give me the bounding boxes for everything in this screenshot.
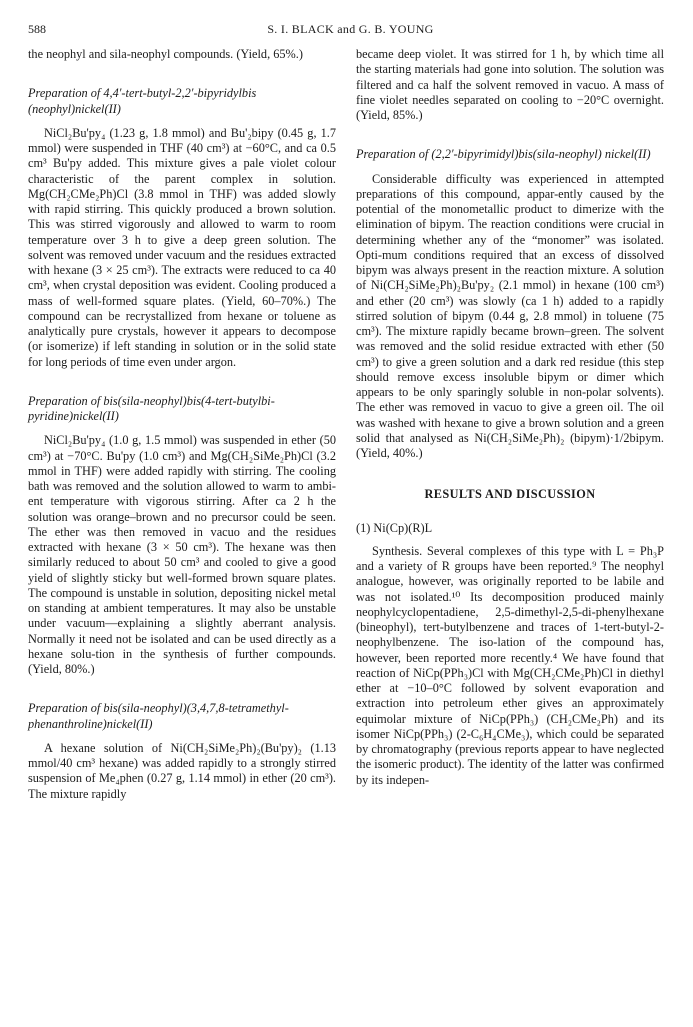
running-head: S. I. BLACK and G. B. YOUNG [267, 22, 434, 36]
page-number: 588 [28, 22, 46, 36]
page-header [28, 22, 673, 38]
paragraph-bipyridylbis-neophyl: NiCl₂Bu'py₄ (1.23 g, 1.8 mmol) and Bu'₂bipy (0.45 g, 1.7 mmol) were suspended in THF (40 cm³) at −60°C, and ca 0.5 cm³ Bu'py added. This mixture gives a pale violet colour characteristic of the parent complex in solution. Mg(CH₂CMe₂Ph)Cl (3.8 mmol in THF) was added slowly with rapid stirring. This quickly produced a brown solution. This was stirred vigorously and allowed to warm to room temperature over 3 h to give a deep green solution. The solvent was removed under vacuum and the residues extracted with hexane (3 × 25 cm³). The extracts were reduced to ca 40 cm³, when crystal deposition was evident. Cooling produced a mass of well-formed square plates. (Yield, 60–70%.) The compound can be recrystallized from hexane or toluene as analytically pure crystals, however it appears to decompose (or isomerize) if left standing in solution or in the solid state for long periods of time even under argon. [28, 125, 336, 369]
subsection-heading: (1) Ni(Cp)(R)L [356, 520, 433, 535]
right-column [356, 47, 664, 788]
paragraph-continued-right: became deep violet. It was stirred for 1 h, by which time all the starting materials had gone into solution. The solution was filtered and ca half the solvent removed in vacuo. A mass of fine violet needles separated on cooling to −20°C overnight. (Yield, 85%.) [356, 47, 664, 122]
paragraph-continued: the neophyl and sila-neophyl compounds. (Yield, 65%.) [28, 47, 303, 61]
left-column [28, 47, 336, 802]
paragraph-bis-sila-neophyl-pyridine: NiCl₂Bu'py₄ (1.0 g, 1.5 mmol) was suspended in ether (50 cm³) at −70°C. Bu'py (1.0 cm³) and Mg(CH₂SiMe₂Ph)Cl (3.2 mmol in THF) were added rapidly with stirring. The cooling bath was removed and the solution allowed to warm to ambi-ent temperature with vigorous stirring. After ca 2 h the solution was orange–brown and no precursor could be seen. The ether was then removed in vacuo and the residues extracted with hexane (3 × 50 cm³). The hexane was then similarly reduced to about 50 cm³ and cooled to give a good yield of slightly sticky but well-formed brown square plates. The compound is unstable in solution, depositing nickel metal on standing at ambient temperatures. It may also be unstable under vacuum—explaining a slightly aberrant analysis. Normally it need not be isolated and can be used directly as a hexane solu-tion in the synthesis of further compounds. (Yield, 80%.) [28, 433, 336, 676]
section-heading: RESULTS AND DISCUSSION [424, 487, 596, 502]
subheading-bipyridylbis-neophyl: Preparation of 4,4′-tert-butyl-2,2′-bipyridylbis (neophyl)nickel(II) [28, 86, 257, 116]
subheading-bipyrimidyl: Preparation of (2,2′-bipyrimidyl)bis(sila-neophyl) nickel(II) [356, 147, 651, 162]
paragraph-synthesis: Synthesis. Several complexes of this type with L = Ph₃P and a variety of R groups have been reported.⁹ The neophyl analogue, however, was originally reported to be labile and was not isolated.¹⁰ Its decomposition produced mainly neophylcyclopentadiene, 2,5-dimethyl-2,5-di-phenylhexane (bineophyl), tert-butylbenzene and traces of 1-tert-butyl-2-neophylbenzene. The iso-lation of the compound has, however, been reported more recently.⁴ We have found that reaction of NiCp(PPh₃)Cl with Mg(CH₂CMe₂Ph)Cl in diethyl ether at −10–0°C followed by solvent evaporation and extraction into petroleum ether gives an approximately equimolar mixture of NiCp(PPh₃) (CH₂CMe₂Ph) and its isomer NiCp(PPh₃) (2-C₆H₄CMe₃), which could be separated by chromatography (previous reports appear to have neglected the isomeric product). The identity of the latter was confirmed by its indepen- [356, 543, 664, 787]
subheading-tetramethylphenanthroline: Preparation of bis(sila-neophyl)(3,4,7,8-tetramethyl-phenanthroline)nickel(II) [28, 701, 289, 731]
subheading-bis-sila-neophyl-pyridine: Preparation of bis(sila-neophyl)bis(4-tert-butylbi-pyridine)nickel(II) [28, 393, 275, 423]
paragraph-bipyrimidyl: Considerable difficulty was experienced in attempted preparations of this compound, appar-ently caused by the potential of the monometallic product to dimerize with the elimination of bipym. The reaction conditions were crucial in determining whether any of the “monomer” was isolated. Opti-mum conditions required that an excess of dissolved bipym was always present in the reaction mixture. A solution of Ni(CH₂SiMe₂Ph)₂Bu'py₂ (2.1 mmol) in hexane (100 cm³) and ether (20 cm³) was slowly (ca 1 h) added to a rapidly stirred solution of bipym (0.44 g, 2.8 mmol) in toluene (75 cm³). The mixture rapidly became brown–green. The solvent was removed and the solid residue extracted with ether (50 cm³) to give a green solution and a dark red residue (this step should remove excess insoluble bipym or dimer which appears to be only sparingly soluble in non-polar solvents). The ether was removed in vacuo to give a green oil. The oil was washed with hexane to give a brown solution and a green solid that analysed as Ni(CH₂SiMe₂Ph)₂ (bipym)·1/2bipym. (Yield, 40%.) [356, 171, 664, 460]
paragraph-tetramethylphenanthroline: A hexane solution of Ni(CH₂SiMe₂Ph)₂(Bu'py)₂ (1.13 mmol/40 cm³ hexane) was added rapidly to a strongly stirred suspension of Me₄phen (0.27 g, 1.14 mmol) in ether (20 cm³). The mixture rapidly [28, 740, 336, 801]
